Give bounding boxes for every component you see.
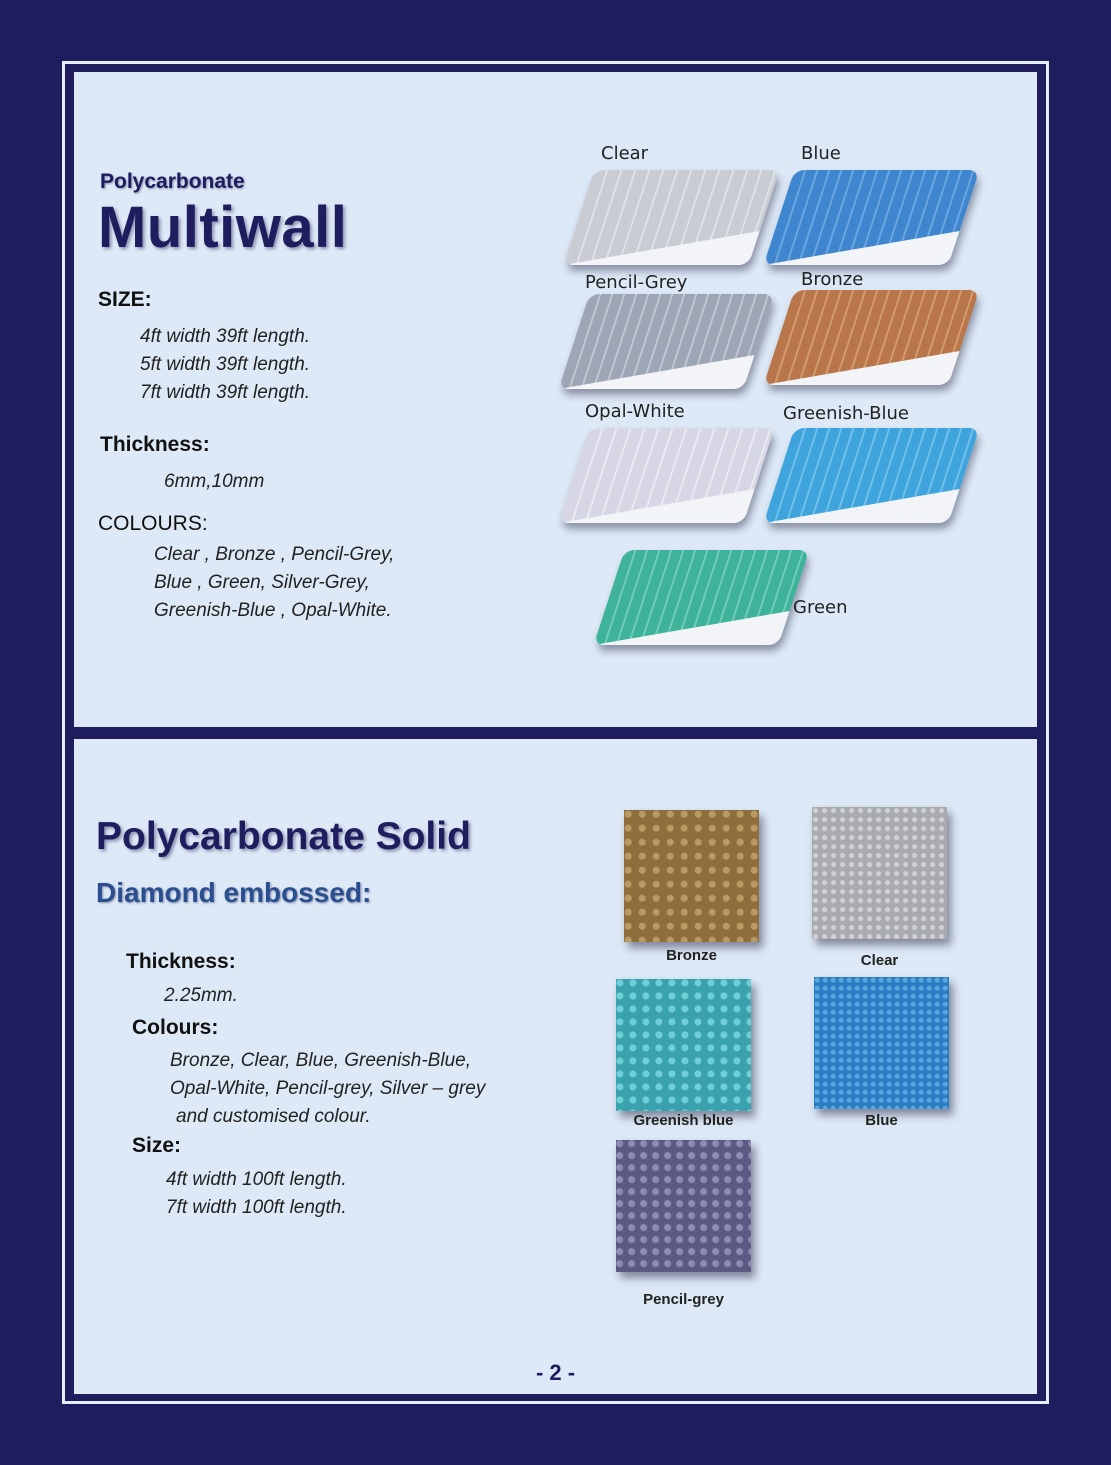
solid-panel [72,737,1039,1396]
page-number: - 2 - [535,1360,576,1385]
solid-colours-line: and customised colour. [176,1106,371,1127]
size-item: 4ft width 39ft length. [140,326,311,347]
thickness-label: Thickness: [100,433,210,456]
solid-thickness-label: Thickness: [126,950,236,973]
colours-list [154,541,394,625]
thickness-value: 6mm,10mm [164,471,265,492]
colours-line: Greenish-Blue , Opal-White. [154,600,392,621]
size-list [140,323,310,407]
solid-swatch-greenish-blue [616,979,751,1111]
solid-colours-list [170,1047,485,1131]
swatch-label-green: Green [793,597,848,618]
multiwall-swatch-blue [764,170,980,265]
solid-size-item: 7ft width 100ft length. [166,1197,347,1218]
swatch-label-pencil-grey: Pencil-Grey [585,272,688,293]
solid-colours-line: Opal-White, Pencil-grey, Silver – grey [170,1078,486,1099]
multiwall-swatch-clear [564,170,780,265]
solid-size-label: Size: [132,1134,182,1157]
solid-swatch-pencil-grey [616,1140,751,1272]
multiwall-title-small: Polycarbonate [100,170,245,193]
size-label: SIZE: [98,288,152,311]
swatch-label-bronze: Bronze [801,269,864,290]
size-item: 7ft width 39ft length. [140,382,311,403]
solid-thickness-value: 2.25mm. [164,985,238,1006]
multiwall-title: Multiwall [98,195,348,260]
multiwall-swatch-bronze [764,290,980,385]
multiwall-swatch-greenish-blue [764,428,980,523]
solid-swatch-clear [812,807,947,939]
size-item: 5ft width 39ft length. [140,354,311,375]
solid-colours-label: Colours: [132,1016,219,1039]
multiwall-swatch-green [594,550,810,645]
colours-line: Blue , Green, Silver-Grey, [154,572,370,593]
solid-subtitle: Diamond embossed: [96,877,372,908]
multiwall-swatch-pencil-grey [559,294,775,389]
multiwall-swatch-opal-white [559,428,775,523]
swatch-label-opal-white: Opal-White [585,401,685,422]
solid-swatch-bronze [624,810,759,942]
solid-size-item: 4ft width 100ft length. [166,1169,347,1190]
colours-label: COLOURS: [98,512,208,535]
swatch-label-greenish-blue: Greenish-Blue [783,403,909,424]
solid-label-greenish-blue: Greenish blue [633,1112,734,1129]
solid-title: Polycarbonate Solid [96,815,471,858]
solid-label-pencil-grey: Pencil-grey [643,1291,724,1308]
colours-line: Clear , Bronze , Pencil-Grey, [154,544,395,565]
swatch-label-blue: Blue [801,143,841,164]
solid-colours-line: Bronze, Clear, Blue, Greenish-Blue, [170,1050,471,1071]
swatch-label-clear: Clear [601,143,649,164]
solid-label-bronze: Bronze [666,947,717,964]
solid-size-list [166,1166,347,1222]
solid-label-blue: Blue [865,1112,898,1129]
solid-label-clear: Clear [860,952,899,969]
multiwall-panel [72,70,1039,729]
solid-swatch-blue [814,977,949,1109]
